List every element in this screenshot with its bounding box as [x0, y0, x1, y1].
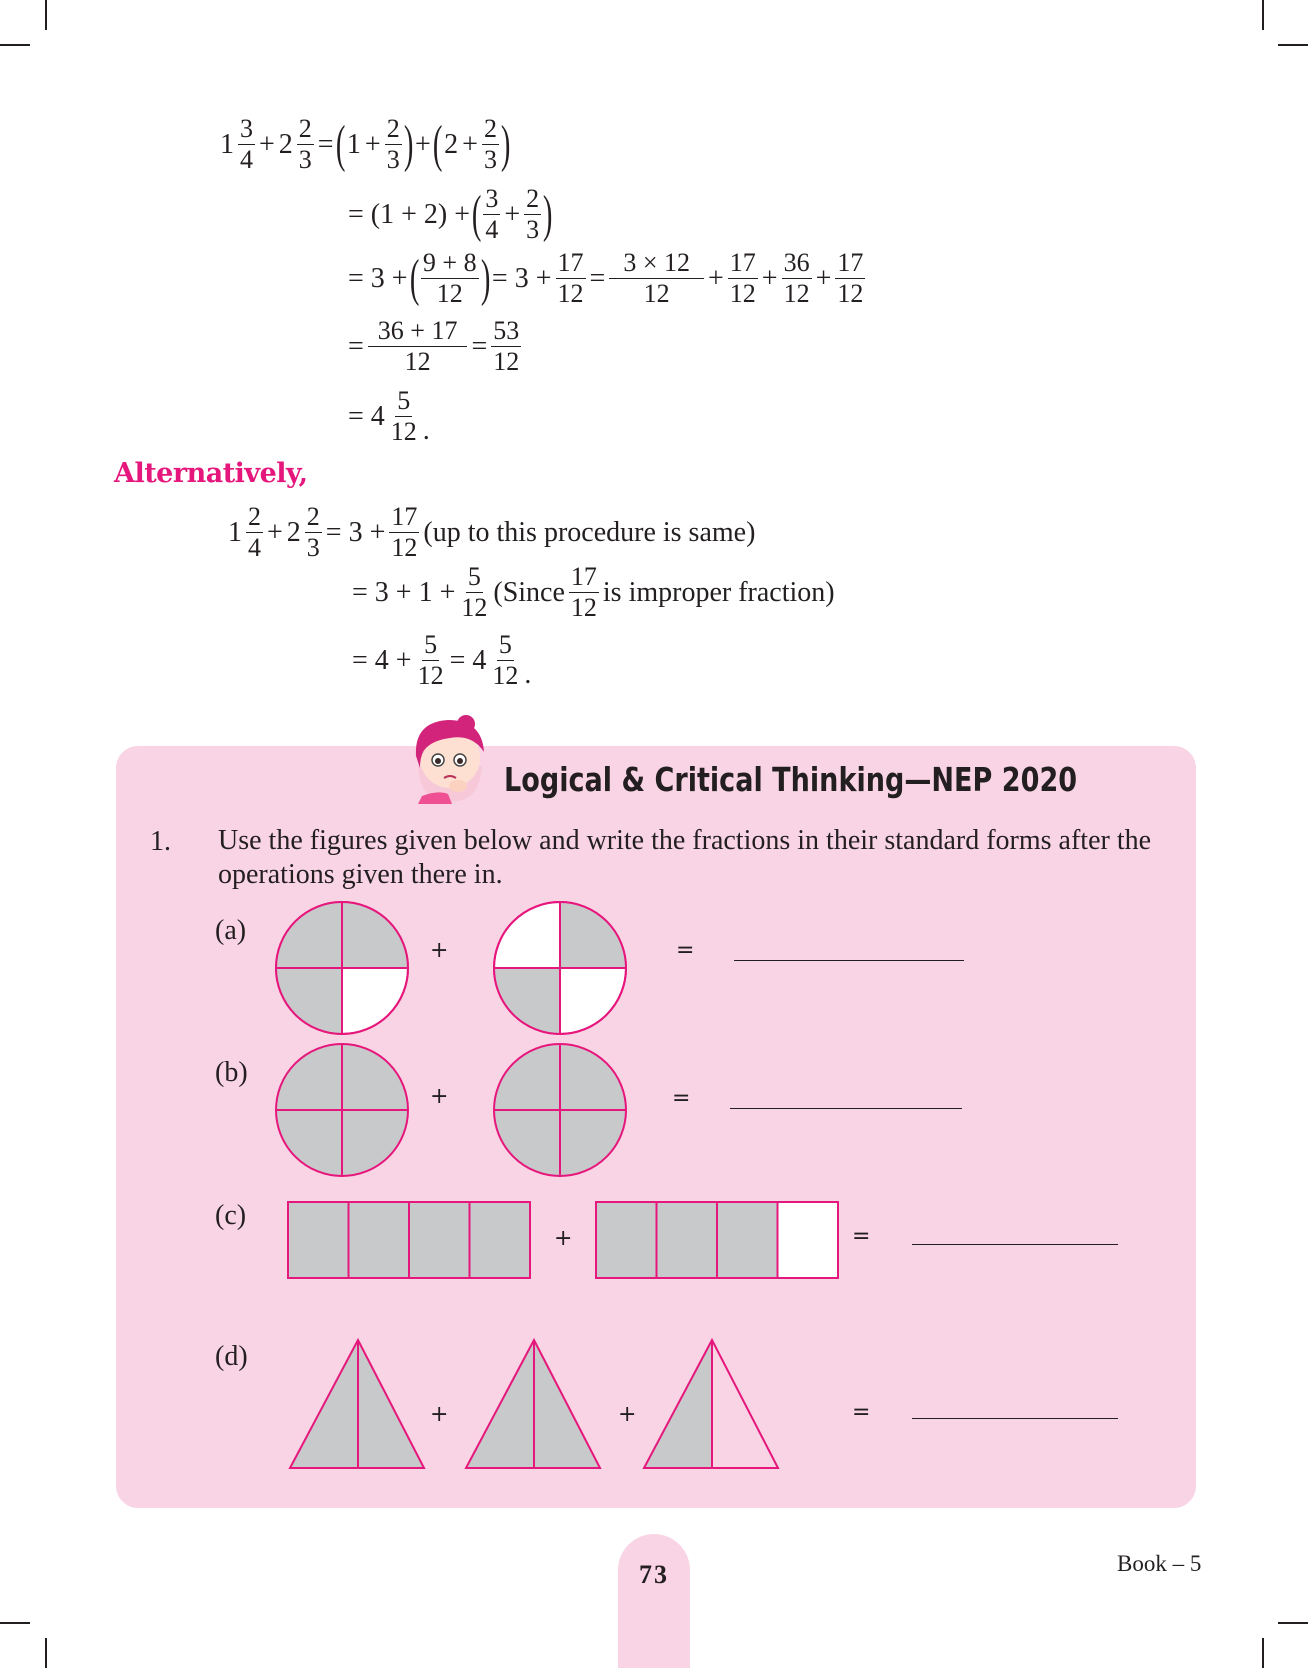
thinking-girl-icon	[408, 712, 492, 804]
plus-sign: +	[430, 938, 449, 963]
fraction: $\frac{36}{12}$	[783, 248, 810, 308]
circle-figure-a2	[488, 898, 636, 1038]
solution-line-4: = $\frac{36 + 17}{12}$ = $\frac{53}{12}$	[348, 316, 520, 376]
alternative-line-1: 1 $\frac{2}{4}$ + 2 $\frac{2}{3}$ = 3 + $\frac{17}{12}$ (up to this procedure is same)	[228, 502, 756, 562]
alternative-line-2: = 3 + 1 + $\frac{5}{12}$ (Since $\frac{17}{12}$ is improper fraction)	[352, 562, 835, 622]
fraction: $\frac{5}{12}$	[390, 386, 417, 446]
option-label-a: (a)	[215, 915, 247, 946]
question-number: 1.	[150, 826, 171, 857]
solution-line-5: = 4 $\frac{5}{12}$ .	[348, 386, 430, 446]
fraction: $\frac{2}{3}$	[298, 114, 312, 174]
fraction: $\frac{3}{4}$	[485, 184, 499, 244]
bar-figure-c1	[286, 1200, 534, 1280]
answer-line-c[interactable]	[912, 1244, 1118, 1245]
fraction: $\frac{17}{12}$	[557, 248, 584, 308]
fraction: $\frac{3}{4}$	[240, 114, 253, 174]
solution-line-1: 1 $\frac{3}{4}$ + 2 $\frac{2}{3}$ = ( 1 + $\frac{2}{3}$ ) + ( 2 + $\frac{2}{3}$ )	[220, 114, 511, 174]
crop-mark	[45, 0, 47, 30]
crop-mark	[1278, 1622, 1308, 1624]
plus-sign: +	[554, 1226, 573, 1251]
triangle-figure-d3	[642, 1336, 782, 1472]
crop-mark	[0, 44, 30, 46]
option-label-c: (c)	[215, 1200, 247, 1231]
fraction: $\frac{17}{12}$	[570, 562, 597, 622]
section-title: Logical & Critical Thinking—NEP 2020	[504, 760, 1078, 799]
triangle-figure-d1	[288, 1336, 428, 1472]
answer-line-b[interactable]	[730, 1108, 962, 1109]
circle-figure-b2	[488, 1040, 636, 1180]
answer-line-a[interactable]	[734, 960, 964, 961]
plus-sign: +	[430, 1084, 449, 1109]
fraction: $\frac{5}{12}$	[417, 630, 444, 690]
fraction: $\frac{17}{12}$	[729, 248, 756, 308]
triangle-figure-d2	[464, 1336, 604, 1472]
answer-line-d[interactable]	[912, 1418, 1118, 1419]
fraction: $\frac{36 + 17}{12}$	[368, 318, 468, 375]
fraction: $\frac{17}{12}$	[391, 502, 418, 562]
fraction: $\frac{2}{3}$	[306, 502, 320, 562]
equals-sign: =	[672, 1086, 691, 1111]
fraction: $\frac{53}{12}$	[493, 316, 520, 376]
fraction: $\frac{5}{12}$	[461, 562, 488, 622]
fraction: $\frac{2}{3}$	[526, 184, 540, 244]
fraction: $\frac{3 \times 12}{12}$	[609, 250, 704, 307]
crop-mark	[1262, 0, 1264, 30]
equals-sign: =	[852, 1400, 871, 1425]
page-number: 73	[639, 1560, 669, 1589]
plus-sign: +	[430, 1402, 449, 1427]
option-label-d: (d)	[215, 1341, 248, 1372]
solution-line-2: = (1 + 2) + ( $\frac{3}{4}$ + $\frac{2}{3}$ )	[348, 184, 553, 244]
circle-figure-a1	[270, 898, 418, 1038]
bar-figure-c2	[594, 1200, 842, 1280]
circle-figure-b1	[270, 1040, 418, 1180]
solution-line-3: = 3 + ( $\frac{9 + 8}{12}$ ) = 3 + $\frac{17}{12}$ = $\frac{3 \times 12}{12}$ + $\frac{17}{12}$ + $\frac{36}{12}$ + $\frac{17}{12}$	[348, 248, 864, 308]
crop-mark	[1278, 44, 1308, 46]
fraction: $\frac{2}{3}$	[386, 114, 400, 174]
fraction: $\frac{2}{4}$	[248, 502, 261, 562]
alternatively-heading: Alternatively,	[114, 458, 308, 489]
page-number-tab	[618, 1534, 690, 1668]
crop-mark	[1262, 1638, 1264, 1668]
whole-number: 1	[220, 128, 234, 160]
fraction: $\frac{17}{12}$	[837, 248, 864, 308]
equals-sign: =	[852, 1224, 871, 1249]
crop-mark	[0, 1622, 30, 1624]
fraction: $\frac{5}{12}$	[492, 630, 519, 690]
question-text: Use the figures given below and write the fractions in their standard forms after the operations given there in.	[218, 825, 1152, 890]
equals-sign: =	[676, 938, 695, 963]
fraction: $\frac{9 + 8}{12}$	[422, 248, 477, 308]
plus-sign: +	[618, 1402, 637, 1427]
crop-mark	[45, 1638, 47, 1668]
option-label-b: (b)	[215, 1057, 248, 1088]
fraction: $\frac{2}{3}$	[483, 114, 497, 174]
alternative-line-3: = 4 + $\frac{5}{12}$ = 4 $\frac{5}{12}$ .	[352, 630, 532, 690]
book-label: Book – 5	[1117, 1551, 1202, 1576]
